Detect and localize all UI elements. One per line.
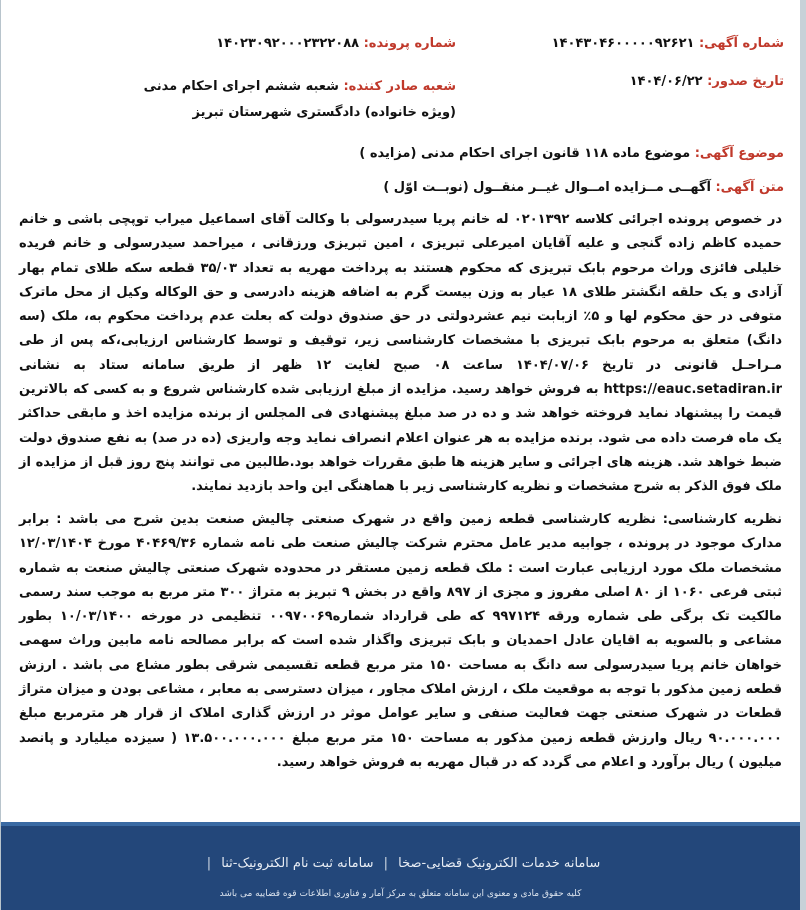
file-number-label: شماره پرونده: [363, 36, 456, 51]
notice-text-title: آگهــی مــزایده امــوال غیــر منقــول (نوبــت اوّل ) [383, 180, 711, 195]
file-number-row [216, 36, 456, 51]
notice-body-paragraph: در خصوص پرونده اجرائی کلاسه ۰۲۰۱۳۹۲ له خانم پریا سیدرسولی با وکالت آقای اسماعیل میراب توپچی باشی و خانم حمیده کاظم زاده گنجی و علیه آقایان امیرعلی تبریزی ، امین تبریزی ورزقانی ، میراحمد سیدرسولی و خانم فریده خلیلی فائزی وراث مرحوم بابک تبریزی که محکوم هستند به پرداخت مهریه به تعداد ۳۵/۰۳ قطعه سکه طلای تمام بهار آزادی و یک حلقه انگشتر طلای ۱۸ عیار به وزن بیست گرم به اضافه هزینه دادرسی و حق الوکاله وکیل از محل ماترک متوفی در حق محکوم لها و ۵٪ ازبابت نیم عشردولتی در حق صندوق دولت که بعلت عدم پرداخت محکوم به، ملک (سه دانگ) متعلق به مرحوم بابک تبریزی با مشخصات کارشناسی زیر، توقیف و توسط کارشناس ارزیابی،که پس از طی مـراحـل قانونی در تاریخ ۱۴۰۴/۰۷/۰۶ ساعت ۰۸ صبح لغایت ۱۲ ظهر از طریق سامانه ستاد به نشانی https://eauc.setadiran.ir به فروش خواهد رسید. مزایده از مبلغ ارزیابی شده کارشناس شروع و به کسی که بالاترین قیمت را پیشنهاد نماید فروخته خواهد شد و ده در صد مبلغ پیشنهادی فی المجلس از برنده مزایده اخذ و مابقی حداکثر یک ماه فرصت داده می شود. برنده مزایده به هر عنوان اعلام انصراف نماید وجه واریزی (ده در صد) به نفع صندوق دولت ضبط خواهد شد. هزینه های اجرائی و سایر هزینه ها طبق مقررات خواهد بود.طالبین می توانند پنج روز قبل از مزایده از ملک فوق الذکر به شرح مشخصات و نظریه کارشناسی زیر با هماهنگی این واحد بازدید نمایند. [19, 212, 783, 495]
subject-row [359, 146, 784, 161]
issuer-row [116, 74, 456, 126]
ad-number-value: ۱۴۰۴۳۰۴۶۰۰۰۰۰۹۲۶۲۱ [551, 36, 695, 51]
issue-date-label: تاریخ صدور: [707, 74, 784, 89]
footer-divider [1, 822, 800, 826]
footer-separator: | [383, 856, 389, 871]
notice-text-label: متن آگهی: [715, 180, 784, 195]
expert-opinion-paragraph: نظریه کارشناسی: نظریه کارشناسی قطعه زمین واقع در شهرک صنعتی چالیش صنعت بدین شرح می باشد : برابر مدارک موجود در پرونده ، جوابیه مدیر عامل محترم شرکت چالیش صنعت طی نامه شماره ۴۰۴۶۹/۳۶ مورخ ۱۲/۰۳/۱۴۰۴ مشخصات ملک مورد ارزیابی عبارت است : ملک قطعه زمین مستقر در محدوده شهرک صنعتی چالیش صنعت به شماره ثبتی فرعی ۱۰۶۰ از ۸۰ اصلی مفروز و مجزی از ۸۹۷ واقع در بخش ۹ تبریز به متراژ ۳۰۰ متر مربع به موجب سند رسمی مالکیت تک برگی طی شماره ورقه ۹۹۷۱۲۴ که طی قرارداد شماره۰۰۹۷۰۰۶۹ تنظیمی در مورخه ۱۰/۰۳/۱۴۰۰ بطور مشاعی و بالسویه به اقایان عادل احمدیان و بابک تبریزی واگذار شده است که برابر مصالحه نامه مابین وراث سهمی خواهان خانم پریا سیدرسولی سه دانگ به مساحت ۱۵۰ متر مربع قطعه تقسیمی شرقی بطور مشاع می باشد . ارزش قطعه زمین مذکور با توجه به موقعیت ملک ، ارزش املاک مجاور ، میزان دسترسی به معابر ، مشاعی بودن و میزان متراژ قطعات در شهرک صنعتی جهت فعالیت صنفی و سایر عوامل موثر در ارزش گذاری املاک از قرار هر مترمربع مبلغ ۹۰.۰۰۰.۰۰۰ ریال وارزش قطعه زمین مذکور به مساحت ۱۵۰ متر مربع مبلغ ۱۳.۵۰۰.۰۰۰.۰۰۰ ( سیزده میلیارد و پانصد میلیون ) ریال برآورد و اعلام می گردد که در قبال مهریه به فروش خواهد رسید. [19, 512, 782, 770]
footer-separator-end: | [206, 856, 212, 871]
subject-value: موضوع ماده ۱۱۸ قانون اجرای احکام مدنی (مزایده ) [359, 146, 691, 161]
ad-number-label: شماره آگهی: [698, 36, 784, 51]
issuer-value: شعبه ششم اجرای احکام مدنی (ویژه خانواده) دادگستری شهرستان تبریز [143, 79, 456, 120]
notice-text-title-row [383, 180, 784, 195]
footer-bar [1, 822, 800, 910]
issuer-label: شعبه صادر کننده: [343, 79, 456, 94]
footer-links [1, 856, 800, 871]
issue-date-row [630, 74, 784, 89]
footer-link-sakha[interactable]: سامانه خدمات الکترونیک قضایی-صخا [398, 856, 601, 871]
subject-label: موضوع آگهی: [694, 146, 784, 161]
footer-copyright: کلیه حقوق مادی و معنوی این سامانه متعلق به مرکز آمار و فناوری اطلاعات قوه قضاییه می باشد [219, 889, 582, 899]
issue-date-value: ۱۴۰۴/۰۶/۲۲ [629, 74, 703, 89]
file-number-value: ۱۴۰۲۳۰۹۲۰۰۰۲۳۲۲۰۸۸ [216, 36, 360, 51]
footer-link-sana[interactable]: سامانه ثبت نام الکترونیک-ثنا [221, 856, 374, 871]
ad-number-row [552, 36, 784, 51]
